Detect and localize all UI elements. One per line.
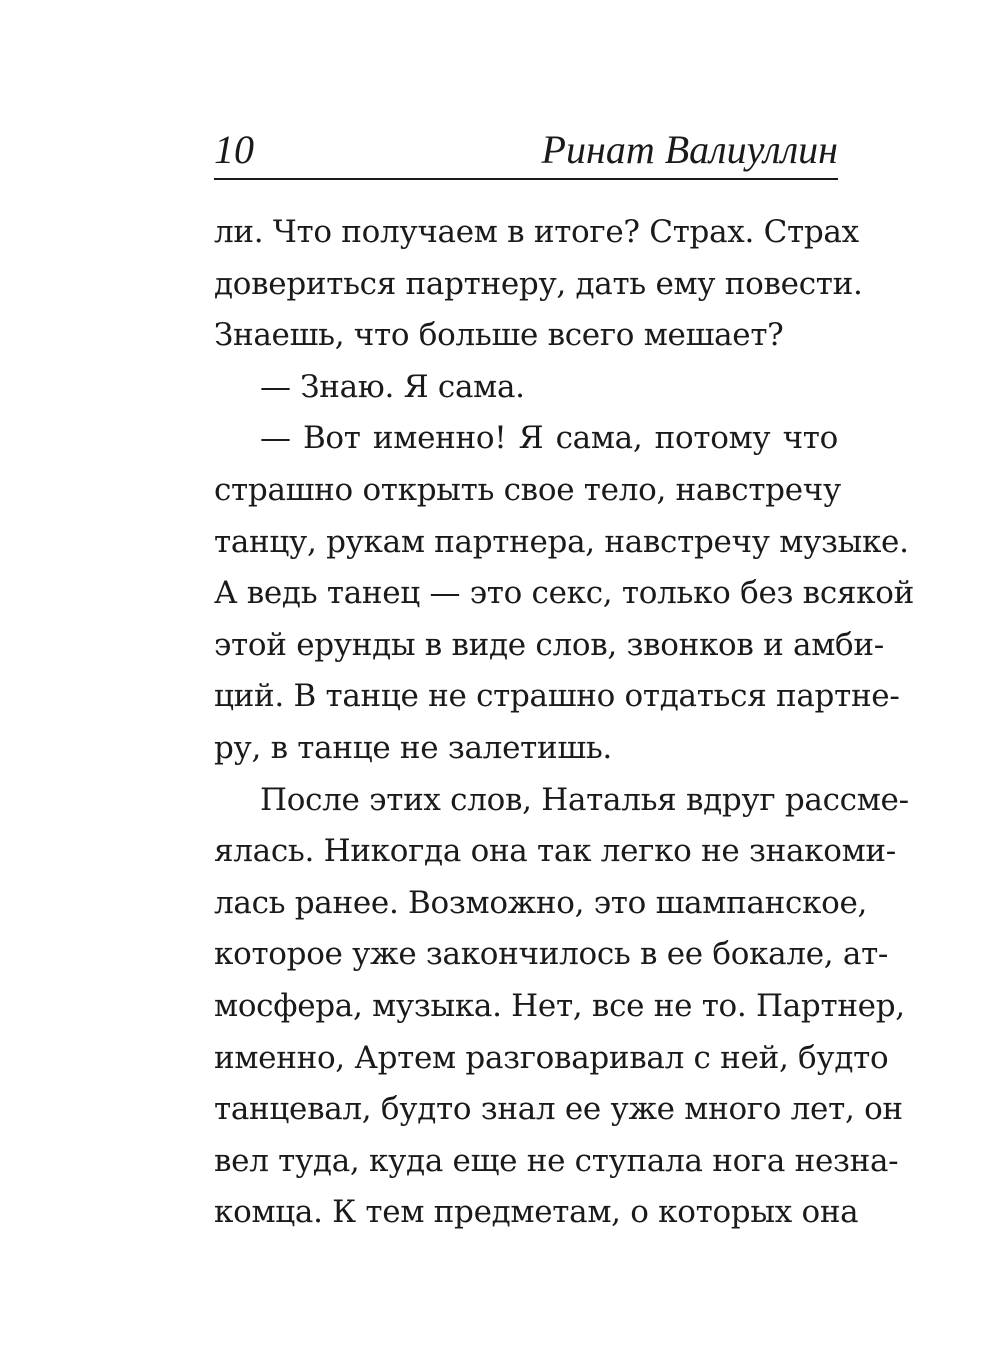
body-text — [214, 207, 914, 1239]
text-line: ли. Что получаем в итоге? Страх. Страх — [214, 214, 859, 250]
text-line: — Знаю. Я сама. — [260, 368, 525, 405]
text-line: страшно открыть свое тело, навстречу — [214, 471, 841, 508]
text-line: довериться партнеру, дать ему повести. — [214, 265, 863, 302]
text-line: ялась. Никогда она так легко не знакоми- — [214, 833, 896, 870]
author-name: Ринат Валиуллин — [541, 127, 838, 172]
text-line: именно, Артем разговаривал с ней, будто — [214, 1039, 889, 1076]
text-line: Знаешь, что больше всего мешает? — [214, 317, 784, 354]
text-line: мосфера, музыка. Нет, все не то. Партнер, — [214, 987, 905, 1024]
text-line: которое уже закончилось в ее бокале, ат- — [214, 936, 889, 973]
text-line: После этих слов, Наталья вдруг рассме- — [260, 781, 909, 818]
text-line: А ведь танец — это секс, только без всякой — [214, 575, 914, 612]
text-line: этой ерунды в виде слов, звонков и амби- — [214, 626, 884, 663]
text-line: вел туда, куда еще не ступала нога незна- — [214, 1142, 899, 1179]
running-head — [214, 128, 838, 180]
text-line: — Вот именно! Я сама, потому что — [260, 420, 838, 457]
text-line: ру, в танце не залетишь. — [214, 729, 612, 766]
text-line: ций. В танце не страшно отдаться партне- — [214, 678, 900, 715]
text-line: танцу, рукам партнера, навстречу музыке. — [214, 523, 909, 560]
text-line: танцевал, будто знал ее уже много лет, он — [214, 1091, 903, 1128]
page-number: 10 — [214, 127, 254, 172]
text-line: лась ранее. Возможно, это шампанское, — [214, 884, 868, 921]
text-line: комца. К тем предметам, о которых она — [214, 1194, 859, 1231]
